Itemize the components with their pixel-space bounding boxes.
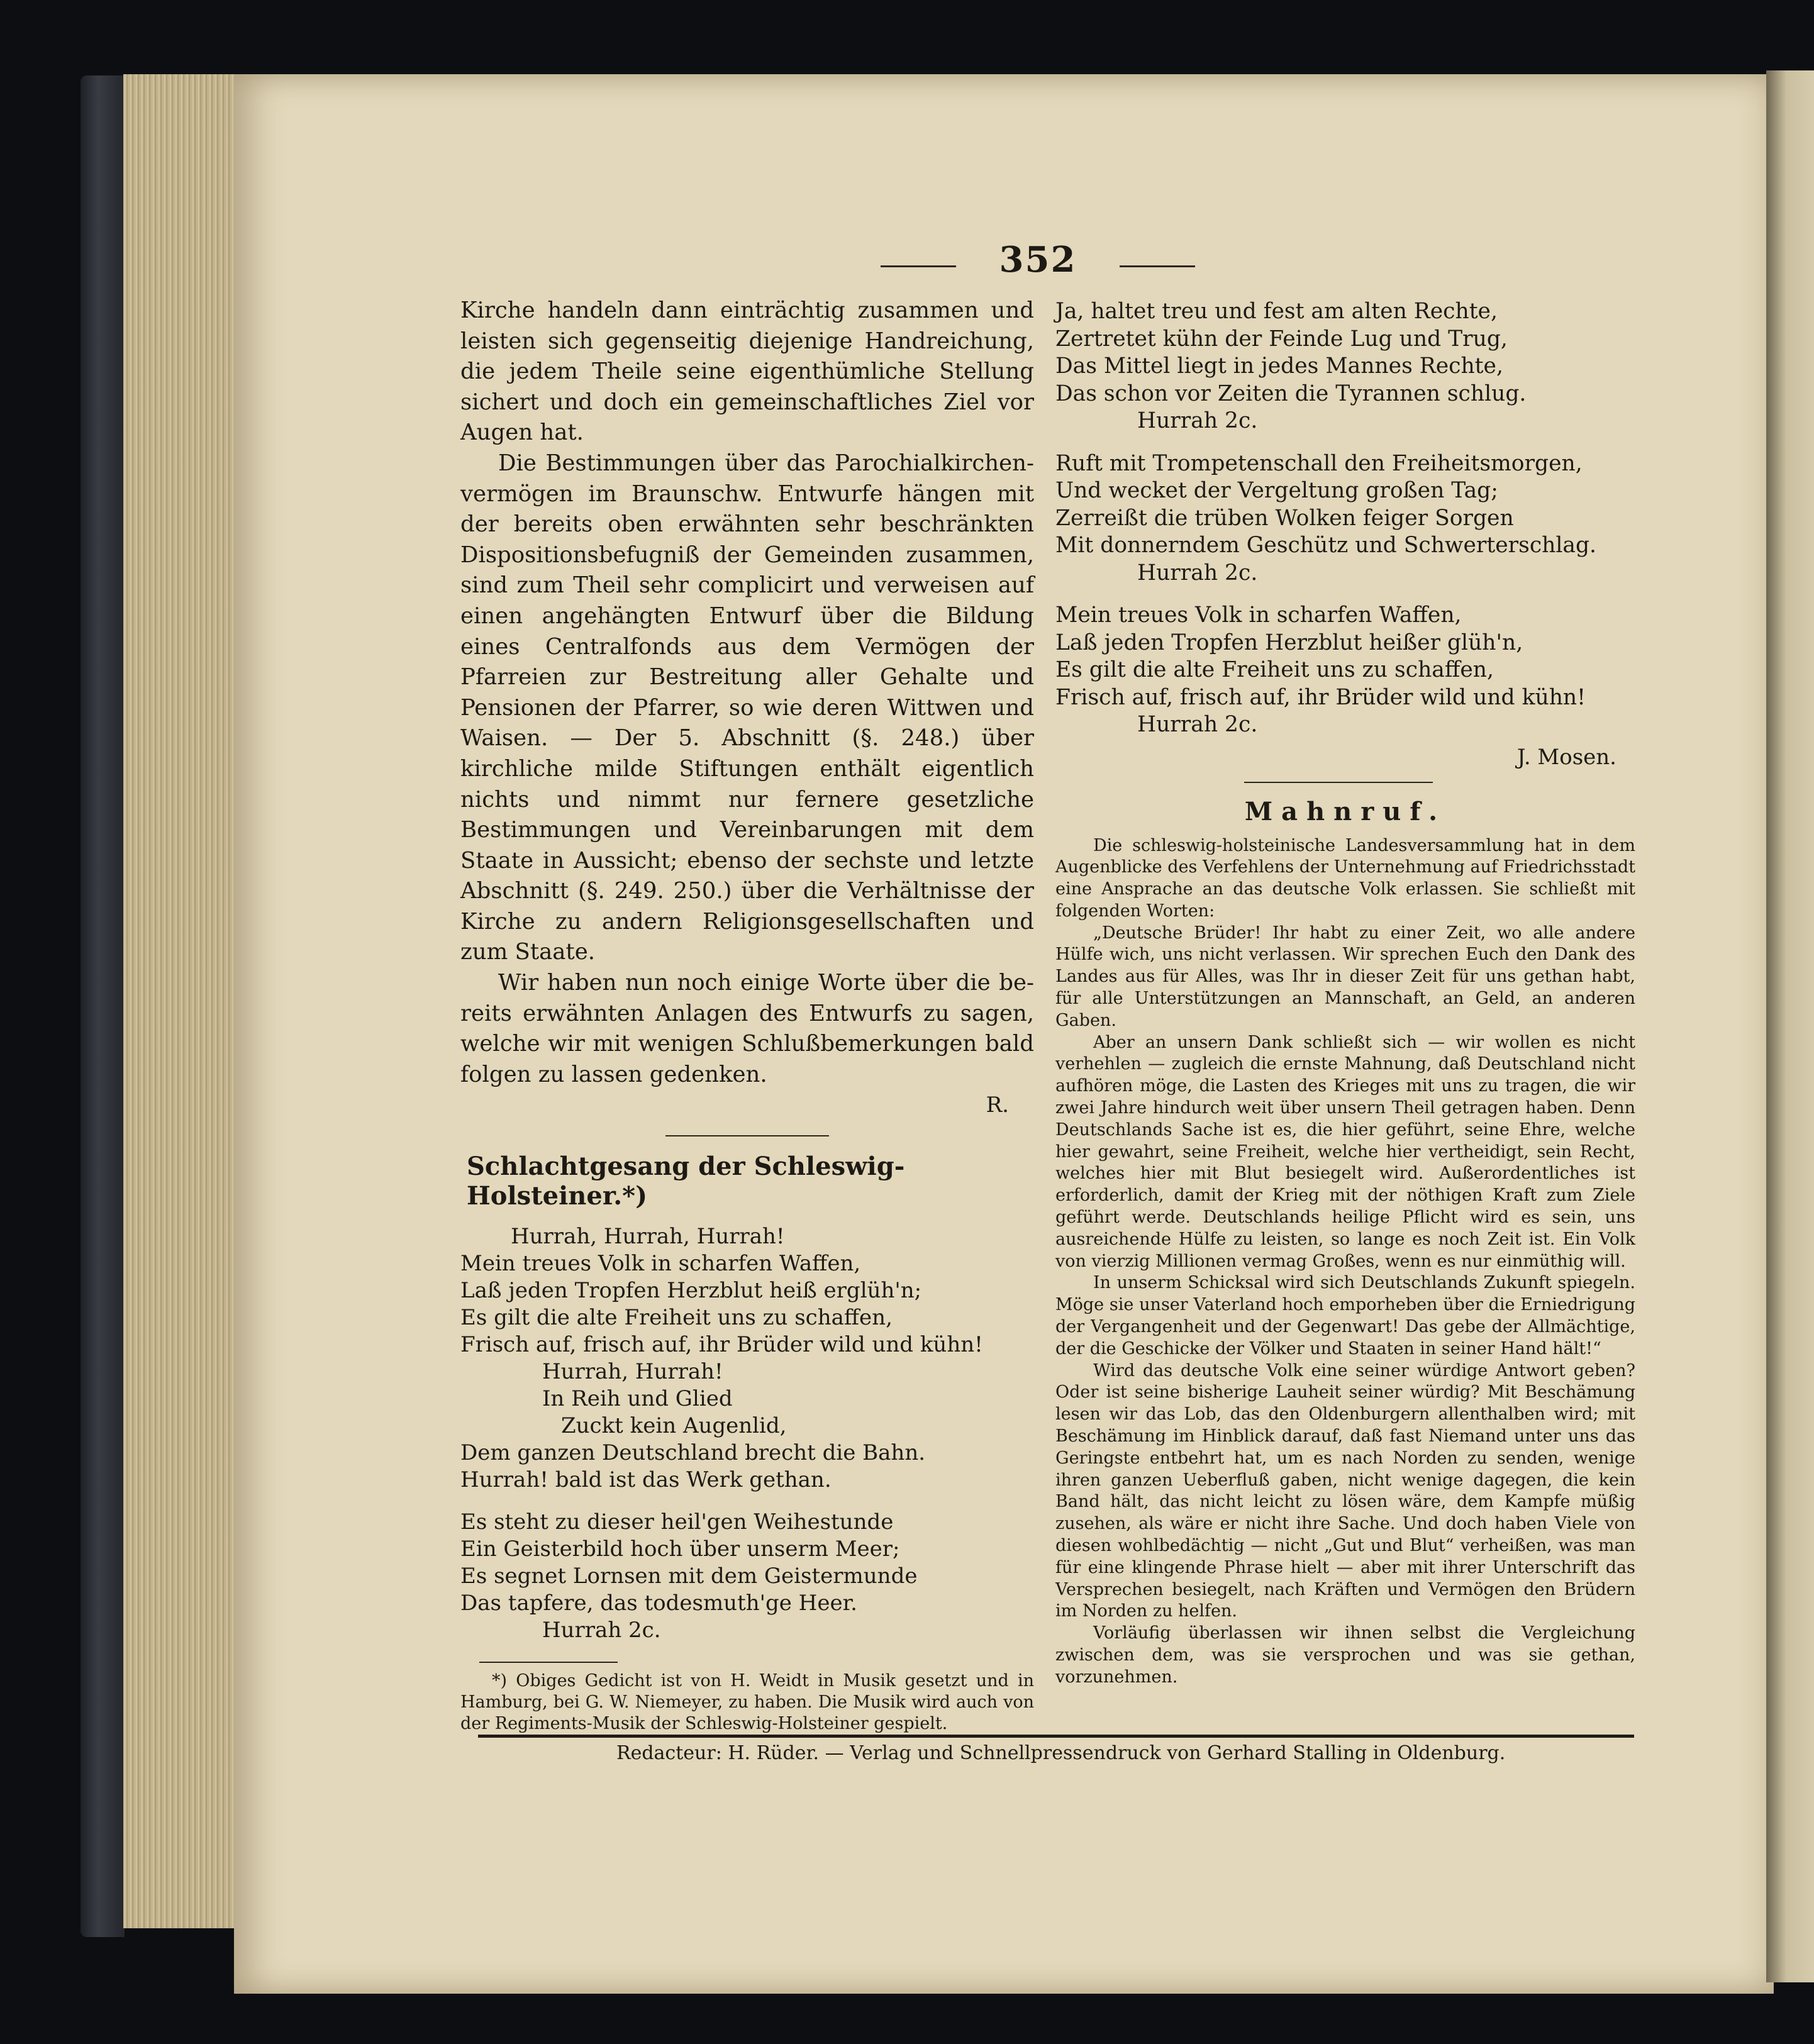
poem-line: Mit donnerndem Geschütz und Schwerterschlag. [1055, 533, 1597, 558]
footer-rule [478, 1735, 1634, 1738]
header-rule-right [1120, 265, 1195, 267]
poem-line: Das schon vor Zeiten die Tyrannen schlug. [1055, 380, 1527, 406]
article-signature: R. [986, 1092, 1009, 1118]
page-edges [123, 74, 249, 1928]
paragraph: Die Bestimmungen über das Parochialkirchenvermögen im Braunschw. Entwurfe hängen mit der bereits oben erwähnten sehr beschränkten Dispositionsbefugniß der Gemeinden zusammen, sind zum Theil sehr complicirt und verweisen auf einen angehängten Entwurf über die Bildung eines Centralfonds aus dem Vermögen der Pfarreien zur Bestreitung aller Gehalte und Pensionen der Pfarrer, so wie deren Wittwen und Waisen. — Der 5. Abschnitt (§. 248.) über kirchliche milde Stiftungen enthält eigentlich nichts und nimmt nur fernere gesetzliche Bestimmungen und Vereinbarungen mit dem Staate in Aussicht; ebenso der sechste und letzte Abschnitt (§. 249. 250.) über die Verhältnisse der Kirche zu andern Religionsgesellschaften und zum Staate. [460, 450, 1034, 965]
paragraph: Vorläufig überlassen wir ihnen selbst die Vergleichung zwischen dem, was sie versprochen und was sie gethan, vorzunehmen. [1055, 1623, 1635, 1687]
paragraph: „Deutsche Brüder! Ihr habt zu einer Zeit, wo alle andere Hülfe wich, uns nicht verlassen. Wir sprechen Euch den Dank des Landes aus für Alles, was Ihr in dieser Zeit für uns gethan habt, für alle Unterstützungen an Mannschaft, an Geld, an anderen Gaben. [1055, 923, 1635, 1030]
poem-line: Hurrah 2c. [1137, 712, 1258, 737]
paragraph: Wir haben nun noch einige Worte über die bereits erwähnten Anlagen des Entwurfs zu sagen, welche wir mit wenigen Schlußbemerkungen bald folgen zu lassen gedenken. [460, 970, 1034, 1087]
poem-line: Hurrah 2c. [1137, 408, 1258, 433]
poem-stanza-5 [1055, 602, 1635, 739]
poem-line: Hurrah, Hurrah! [542, 1359, 723, 1385]
poem-stanza-3 [1055, 298, 1635, 435]
poem-line: Das Mittel liegt in jedes Mannes Rechte, [1055, 353, 1503, 379]
section-title: Mahnruf. [1244, 796, 1447, 826]
facing-page-edge [1766, 70, 1814, 1982]
paragraph: Die schleswig-holsteinische Landesversammlung hat in dem Augenblicke des Verfehlens der Unternehmung auf Friedrichsstadt eine Ansprache an das deutsche Volk erlassen. Sie schließt mit folgenden Worten: [1055, 835, 1635, 921]
poem-line: Ein Geisterbild hoch über unserm Meer; [460, 1536, 900, 1562]
poem-line: Ruft mit Trompetenschall den Freiheitsmorgen, [1055, 450, 1583, 476]
page-number: 352 [999, 239, 1077, 280]
article-text [460, 296, 1034, 1090]
paragraph: Kirche handeln dann einträchtig zusammen und leisten sich gegenseitig diejenige Handreichung, die jedem Theile seine eigenthümliche Stellung sichert und doch ein gemeinschaftliches Ziel vor Augen hat. [460, 297, 1034, 446]
poem-stanza-4 [1055, 450, 1635, 587]
section-divider [665, 1135, 829, 1136]
poem-author: J. Mosen. [1516, 744, 1616, 770]
page-header [881, 239, 1195, 289]
poem-line: Laß jeden Tropfen Herzblut heißer glüh'n, [1055, 630, 1523, 655]
poem-line: Hurrah 2c. [542, 1618, 661, 1643]
poem-line: Zuckt kein Augenlid, [561, 1413, 787, 1439]
poem-line: Dem ganzen Deutschland brecht die Bahn. [460, 1440, 926, 1466]
paragraph: In unserm Schicksal wird sich Deutschlands Zukunft spiegeln. Möge sie unser Vaterland hoch emporheben über die Erniedrigung der Vergangenheit und der Gegenwart! Das gebe der Allmächtige, der die Geschicke der Völker und Staaten in seiner Hand hält!“ [1055, 1273, 1635, 1358]
left-column [460, 296, 1034, 1735]
poem-line: Und wecket der Vergeltung großen Tag; [1055, 478, 1498, 503]
poem-line: Hurrah 2c. [1137, 560, 1258, 586]
poem-line: In Reih und Glied [542, 1386, 733, 1412]
book-spine [81, 75, 125, 1937]
poem-line: Es gilt die alte Freiheit uns zu schaffen, [460, 1305, 893, 1331]
mahnruf-text [1055, 835, 1635, 1689]
poem-stanza-1 [460, 1223, 1034, 1494]
poem-line: Mein treues Volk in scharfen Waffen, [460, 1251, 861, 1277]
poem-line: Ja, haltet treu und fest am alten Rechte, [1055, 299, 1498, 324]
poem-line: Frisch auf, frisch auf, ihr Brüder wild und kühn! [460, 1332, 983, 1358]
footnote-divider [479, 1662, 618, 1663]
right-column [1055, 298, 1635, 1689]
footnote: *) Obiges Gedicht ist von H. Weidt in Musik gesetzt und in Hamburg, bei G. W. Niemeyer, zu haben. Die Musik wird auch von der Regiments-Musik der Schleswig-Holsteiner gespielt. [460, 1671, 1034, 1734]
poem-line: Zerreißt die trüben Wolken feiger Sorgen [1055, 505, 1514, 531]
poem-line: Das tapfere, das todesmuth'ge Heer. [460, 1591, 857, 1616]
poem-title: Schlachtgesang der Schleswig-Holsteiner.*) [467, 1152, 905, 1211]
paragraph: Aber an unsern Dank schließt sich — wir wollen es nicht verhehlen — zugleich die ernste Mahnung, daß Deutschland nicht aufhören möge, die Lasten des Krieges mit uns zu tragen, die wir zwei Jahre hindurch weit über unsern Theil getragen haben. Denn Deutschlands Sache ist es, die hier geführt, seine Ehre, welche hier gewahrt, seine Freiheit, welche hier vertheidigt, sein Recht, welches hier mit Blut besiegelt wird. Außerordentliches ist erforderlich, damit der Krieg mit der nöthigen Kraft zum Ziele geführt werde. Deutschlands heilige Pflicht wird es sein, uns ausreichende Hülfe zu leisten, so lange es noch Zeit ist. Ein Volk von vierzig Millionen vermag Großes, wenn es nur einmüthig will. [1055, 1032, 1635, 1271]
poem-line: Laß jeden Tropfen Herzblut heiß erglüh'n; [460, 1278, 922, 1304]
section-divider [1244, 782, 1433, 783]
poem-stanza-2 [460, 1509, 1034, 1644]
poem-line: Frisch auf, frisch auf, ihr Brüder wild und kühn! [1055, 684, 1586, 710]
imprint: Redacteur: H. Rüder. — Verlag und Schnellpressendruck von Gerhard Stalling in Oldenburg. [616, 1742, 1506, 1764]
poem-line: Hurrah, Hurrah, Hurrah! [511, 1224, 785, 1250]
poem-line: Es segnet Lornsen mit dem Geistermunde [460, 1564, 918, 1589]
poem-line: Mein treues Volk in scharfen Waffen, [1055, 603, 1462, 628]
poem-line: Es gilt die alte Freiheit uns zu schaffen, [1055, 657, 1494, 682]
poem-line: Es steht zu dieser heil'gen Weihestunde [460, 1509, 894, 1535]
poem-line: Hurrah! bald ist das Werk gethan. [460, 1467, 832, 1493]
poem-line: Zertretet kühn der Feinde Lug und Trug, [1055, 326, 1508, 352]
paragraph: Wird das deutsche Volk eine seiner würdige Antwort geben? Oder ist seine bisherige Lauheit seiner würdig? Mit Beschämung lesen wir das Lob, das den Oldenburgern allenthalben wird; mit Beschämung im Hinblick darauf, daß fast Niemand unter uns das Geringste entbehrt hat, um es nach Norden zu senden, wenige ihren ganzen Ueberfluß gaben, nicht wenige dagegen, die kein Band hält, das nicht leicht zu lösen wäre, dem Kampfe müßig zusehen, als wäre er nicht ihre Sache. Und doch haben Viele von diesen wohlbedächtig — nicht „Gut und Blut“ verheißen, was man für eine klingende Phrase hielt — aber mit ihrer Unterschrift das Versprechen besiegelt, nach Kräften und Vermögen den Brüdern im Norden zu helfen. [1055, 1360, 1635, 1621]
